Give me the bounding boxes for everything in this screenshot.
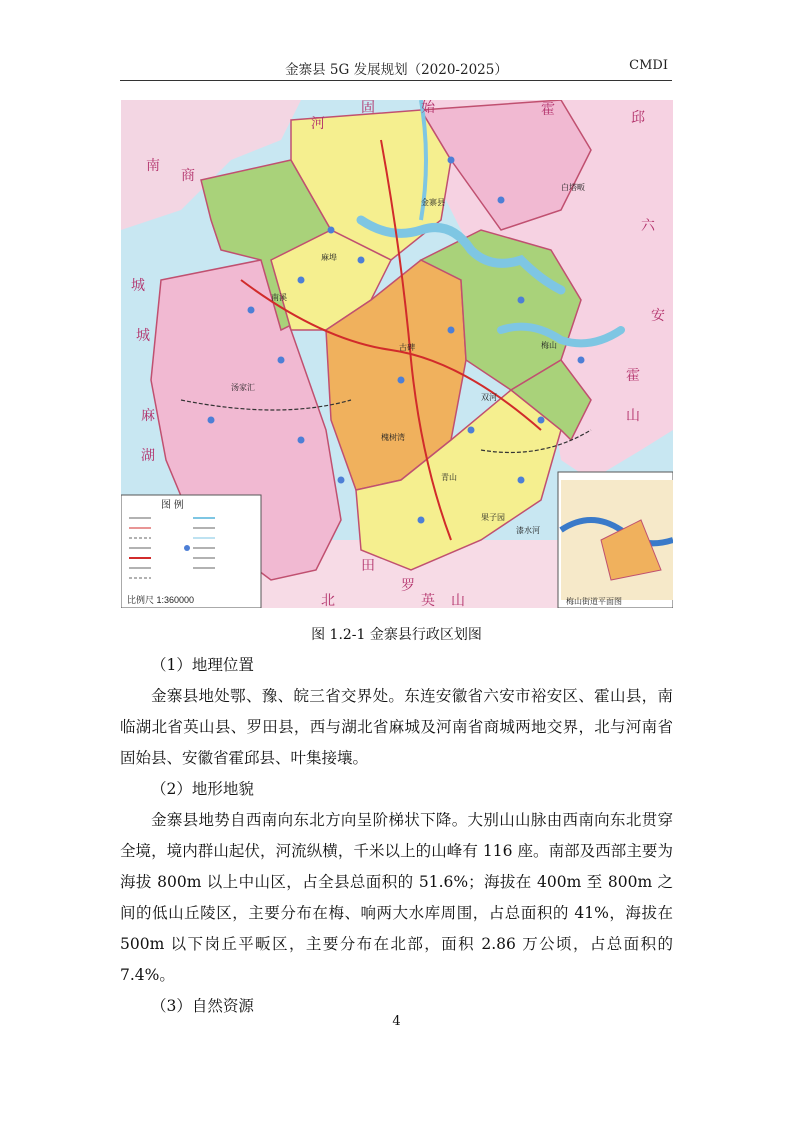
inset-label: 梅山街道平面图 xyxy=(566,597,622,606)
section-heading: （3）自然资源 xyxy=(151,997,254,1015)
place-label: 南溪 xyxy=(271,293,287,302)
border-label: 霍 xyxy=(541,101,555,117)
place-label: 双河 xyxy=(481,393,497,402)
border-label: 山 xyxy=(451,592,465,608)
border-label: 始 xyxy=(421,100,435,115)
border-label: 商 xyxy=(181,167,195,183)
border-label: 安 xyxy=(651,307,665,323)
place-label: 青山 xyxy=(441,473,457,482)
border-label: 霍 xyxy=(626,367,640,383)
place-label: 槐树湾 xyxy=(381,433,405,442)
border-label: 北 xyxy=(321,592,335,608)
border-label: 南 xyxy=(146,157,160,173)
border-label: 城 xyxy=(136,327,150,343)
administrative-map xyxy=(121,100,673,608)
scale-label: 比例尺 1:360000 xyxy=(127,595,195,605)
figure-caption: 图 1.2-1 金寨县行政区划图 xyxy=(311,627,482,643)
border-label: 固 xyxy=(361,100,375,115)
place-label: 金寨县 xyxy=(421,198,445,207)
header-rule xyxy=(120,80,672,81)
border-label: 田 xyxy=(361,557,375,573)
border-label: 六 xyxy=(641,217,655,233)
section-geography xyxy=(120,650,673,1022)
place-label: 汤家汇 xyxy=(231,383,255,392)
border-label: 邱 xyxy=(631,109,645,125)
section-heading: （2）地形地貌 xyxy=(151,780,254,798)
page-header-title: 金寨县 5G 发展规划（2020-2025） xyxy=(285,62,508,78)
border-label: 山 xyxy=(626,407,640,423)
section-heading: （1）地理位置 xyxy=(151,656,254,674)
map-legend xyxy=(121,495,261,608)
place-label: 古碑 xyxy=(399,343,415,352)
page-number: 4 xyxy=(392,1014,401,1029)
paragraph: 金寨县地势自西南向东北方向呈阶梯状下降。大别山山脉由西南向东北贯穿全境，境内群山起伏，河流纵横，千米以上的山峰有 116 座。南部及西部主要为海拔 800m 以上中山区，占全县总面积的 51.6%；海拔在 400m 至 800m 之间的低山丘陵区，主要分布在梅、响两大水库周围，占总面积的 41%，海拔在 500m 以下岗丘平畈区，主要分布在北部，面积 2.86 万公顷，占总面积的 7.4%。 xyxy=(120,811,673,984)
page-header-org: CMDI xyxy=(629,58,668,73)
border-label: 英 xyxy=(421,592,435,608)
place-label: 白塔畈 xyxy=(561,183,585,192)
paragraph: 金寨县地处鄂、豫、皖三省交界处。东连安徽省六安市裕安区、霍山县，南临湖北省英山县、罗田县，西与湖北省麻城及河南省商城两地交界，北与河南省固始县、安徽省霍邱县、叶集接壤。 xyxy=(120,687,673,767)
place-label: 梅山 xyxy=(541,341,557,350)
inset-map xyxy=(558,472,673,608)
border-label: 湖 xyxy=(141,447,155,463)
place-label: 漆水河 xyxy=(516,526,540,535)
place-label: 果子园 xyxy=(481,513,505,522)
place-label: 麻埠 xyxy=(321,253,337,262)
border-label: 城 xyxy=(131,277,145,293)
border-label: 罗 xyxy=(401,577,415,593)
border-label: 麻 xyxy=(141,407,155,423)
border-label: 河 xyxy=(311,115,325,131)
legend-title: 图 例 xyxy=(161,500,184,511)
